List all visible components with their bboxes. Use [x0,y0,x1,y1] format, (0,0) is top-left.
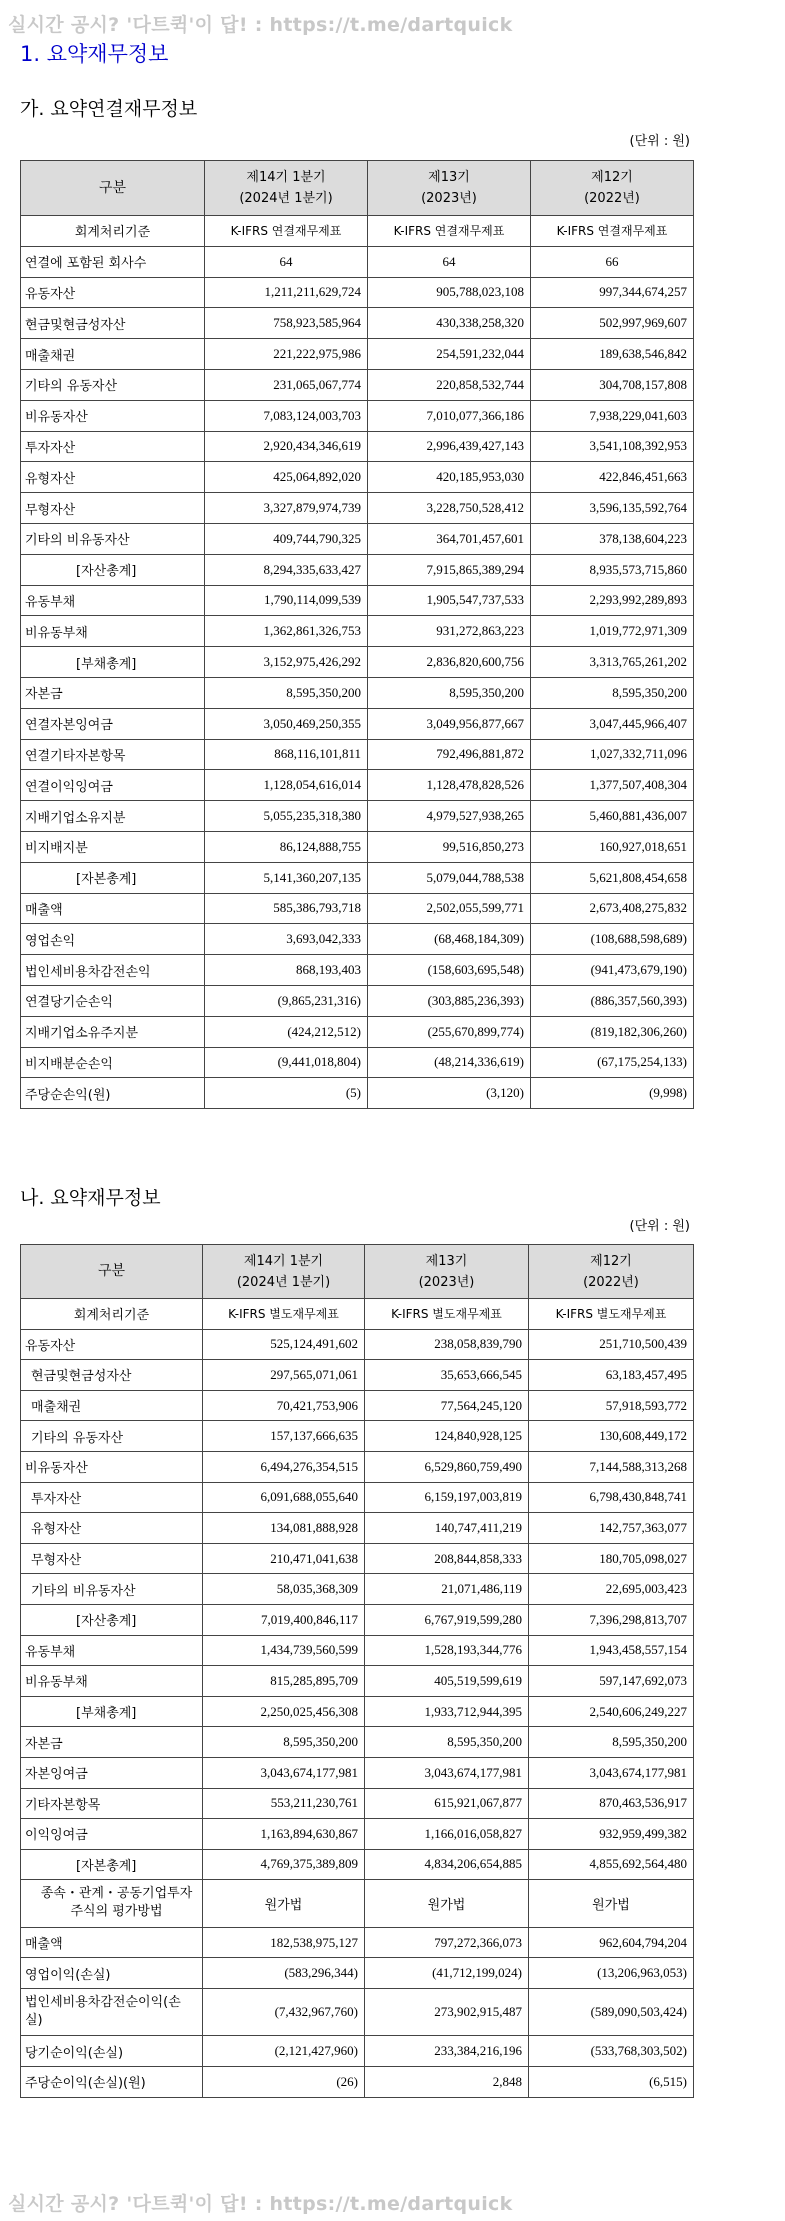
cell-2022: K-IFRS 연결재무제표 [531,216,694,247]
cell-q1-2024: 2,250,025,456,308 [203,1696,365,1727]
table-row [21,2066,694,2097]
table-row [21,831,694,862]
table-row [21,647,694,678]
table-row [21,1666,694,1697]
table-row [21,308,694,339]
cell-2023: (158,603,695,548) [368,955,531,986]
consolidated-table [20,160,694,1109]
cell-2023: 6,159,197,003,819 [365,1482,529,1513]
table-row [21,1757,694,1788]
cell-q1-2024: 758,923,585,964 [205,308,368,339]
cell-q1-2024: 3,043,674,177,981 [203,1757,365,1788]
cell-2023: 6,767,919,599,280 [365,1604,529,1635]
cell-2022: 7,938,229,041,603 [531,400,694,431]
row-label: 투자자산 [21,431,205,462]
row-label: 기타의 비유동자산 [21,523,205,554]
table-row [21,1696,694,1727]
row-label: 비유동자산 [21,400,205,431]
table-row [21,216,694,247]
cell-2023: 254,591,232,044 [368,339,531,370]
table-row [21,1604,694,1635]
header-col-q1-2024: 제14기 1분기 (2024년 1분기) [203,1245,365,1299]
row-label: 지배기업소유지분 [21,801,205,832]
cell-2023: 1,933,712,944,395 [365,1696,529,1727]
table-row [21,277,694,308]
cell-2022: 5,460,881,436,007 [531,801,694,832]
table-row [21,2036,694,2067]
cell-2022: 962,604,794,204 [529,1927,694,1958]
cell-2023: 35,653,666,545 [365,1360,529,1391]
row-label: 유형자산 [21,1513,203,1544]
cell-2022: K-IFRS 별도재무제표 [529,1299,694,1330]
header-label: 구분 [21,161,205,216]
table-row [21,1988,694,2035]
cell-q1-2024: 70,421,753,906 [203,1390,365,1421]
cell-2023: 797,272,366,073 [365,1927,529,1958]
cell-q1-2024: 1,434,739,560,599 [203,1635,365,1666]
cell-2022: (533,768,303,502) [529,2036,694,2067]
cell-q1-2024: 원가법 [203,1880,365,1927]
table-row [21,1849,694,1880]
row-label: 이익잉여금 [21,1819,203,1850]
table-row [21,493,694,524]
cell-q1-2024: 815,285,895,709 [203,1666,365,1697]
cell-2023: 220,858,532,744 [368,369,531,400]
cell-2023: 1,905,547,737,533 [368,585,531,616]
row-label: [자산총계] [21,554,205,585]
cell-q1-2024: K-IFRS 별도재무제표 [203,1299,365,1330]
table-row [21,369,694,400]
row-label: 매출액 [21,893,205,924]
row-label: 주당순이익(손실)(원) [21,2066,203,2097]
cell-2023: 238,058,839,790 [365,1329,529,1360]
cell-q1-2024: (9,441,018,804) [205,1047,368,1078]
table-row [21,1421,694,1452]
cell-q1-2024: 8,595,350,200 [205,677,368,708]
row-label: 연결에 포함된 회사수 [21,246,205,277]
cell-2022: 251,710,500,439 [529,1329,694,1360]
table-row [21,1543,694,1574]
table-row [21,770,694,801]
row-label: [자본총계] [21,1849,203,1880]
table-row [21,1360,694,1391]
cell-2022: 1,943,458,557,154 [529,1635,694,1666]
table-header-row [21,161,694,216]
cell-2023: 5,079,044,788,538 [368,862,531,893]
table-row [21,585,694,616]
table-row [21,677,694,708]
row-label: 유동자산 [21,277,205,308]
row-label: 비지배지분 [21,831,205,862]
cell-2023: 792,496,881,872 [368,739,531,770]
table-row [21,1451,694,1482]
cell-q1-2024: 134,081,888,928 [203,1513,365,1544]
table-row [21,1927,694,1958]
consolidated-heading: 가. 요약연결재무정보 [20,98,198,120]
row-label: 기타자본항목 [21,1788,203,1819]
cell-q1-2024: 6,091,688,055,640 [203,1482,365,1513]
row-label: 회계처리기준 [21,216,205,247]
cell-2023: 99,516,850,273 [368,831,531,862]
row-label: 기타의 유동자산 [21,369,205,400]
cell-q1-2024: 585,386,793,718 [205,893,368,924]
row-label: 매출액 [21,1927,203,1958]
header-col-q1-2024: 제14기 1분기 (2024년 1분기) [205,161,368,216]
cell-2023: 1,528,193,344,776 [365,1635,529,1666]
banner-bottom: 실시간 공시? '다트퀵'이 답! : https://t.me/dartquick [8,2193,513,2215]
banner-top: 실시간 공시? '다트퀵'이 답! : https://t.me/dartquick [8,14,513,36]
row-label: 회계처리기준 [21,1299,203,1330]
header-col-2023: 제13기 (2023년) [368,161,531,216]
cell-2023: 3,049,956,877,667 [368,708,531,739]
row-label: 법인세비용차감전손익 [21,955,205,986]
cell-q1-2024: 8,294,335,633,427 [205,554,368,585]
table-row [21,523,694,554]
cell-2022: 422,846,451,663 [531,462,694,493]
cell-2023: (255,670,899,774) [368,1016,531,1047]
row-label: 연결당기순손익 [21,985,205,1016]
cell-q1-2024: 868,193,403 [205,955,368,986]
cell-q1-2024: 58,035,368,309 [203,1574,365,1605]
cell-2022: 4,855,692,564,480 [529,1849,694,1880]
cell-q1-2024: 1,790,114,099,539 [205,585,368,616]
cell-2022: 7,144,588,313,268 [529,1451,694,1482]
row-label: 비지배분순손익 [21,1047,205,1078]
separate-table [20,1244,694,2098]
cell-2023: 7,915,865,389,294 [368,554,531,585]
cell-2023: 3,043,674,177,981 [365,1757,529,1788]
cell-2023: 4,979,527,938,265 [368,801,531,832]
cell-2023: 905,788,023,108 [368,277,531,308]
cell-2022: 378,138,604,223 [531,523,694,554]
cell-2022: 2,673,408,275,832 [531,893,694,924]
separate-unit: (단위 : 원) [629,1219,690,1234]
cell-q1-2024: 5,055,235,318,380 [205,801,368,832]
table-row [21,862,694,893]
cell-q1-2024: (424,212,512) [205,1016,368,1047]
table-row [21,893,694,924]
table-row [21,462,694,493]
row-label: 투자자산 [21,1482,203,1513]
row-label: 법인세비용차감전순이익(손실) [21,1988,203,2035]
row-label: 연결자본잉여금 [21,708,205,739]
consolidated-unit: (단위 : 원) [629,134,690,149]
table-row [21,1635,694,1666]
row-label: 유동부채 [21,585,205,616]
header-col-2022: 제12기 (2022년) [531,161,694,216]
cell-2023: K-IFRS 별도재무제표 [365,1299,529,1330]
cell-2022: 597,147,692,073 [529,1666,694,1697]
header-col-2023: 제13기 (2023년) [365,1245,529,1299]
cell-2023: 1,166,016,058,827 [365,1819,529,1850]
row-label: 종속・관계・공동기업투자주식의 평가방법 [21,1880,203,1927]
cell-2023: (68,468,184,309) [368,924,531,955]
cell-2022: 189,638,546,842 [531,339,694,370]
cell-q1-2024: 553,211,230,761 [203,1788,365,1819]
cell-q1-2024: 64 [205,246,368,277]
row-label: [부채총계] [21,1696,203,1727]
cell-2022: 1,027,332,711,096 [531,739,694,770]
cell-2022: 2,293,992,289,893 [531,585,694,616]
cell-2022: (9,998) [531,1078,694,1109]
table-row [21,1513,694,1544]
row-label: 유동자산 [21,1329,203,1360]
cell-q1-2024: 221,222,975,986 [205,339,368,370]
table-row [21,246,694,277]
table-row [21,739,694,770]
cell-q1-2024: 525,124,491,602 [203,1329,365,1360]
cell-2022: (819,182,306,260) [531,1016,694,1047]
cell-q1-2024: 425,064,892,020 [205,462,368,493]
page-title: 1. 요약재무정보 [20,42,169,66]
row-label: 비유동부채 [21,1666,203,1697]
cell-2022: 1,377,507,408,304 [531,770,694,801]
row-label: 매출채권 [21,339,205,370]
cell-2023: 7,010,077,366,186 [368,400,531,431]
cell-2022: 130,608,449,172 [529,1421,694,1452]
cell-2023: (303,885,236,393) [368,985,531,1016]
row-label: 유형자산 [21,462,205,493]
header-col-2022: 제12기 (2022년) [529,1245,694,1299]
table-row [21,554,694,585]
table-row [21,400,694,431]
row-label: 자본금 [21,1727,203,1758]
cell-2022: 66 [531,246,694,277]
cell-q1-2024: 157,137,666,635 [203,1421,365,1452]
cell-q1-2024: 7,019,400,846,117 [203,1604,365,1635]
cell-2022: (589,090,503,424) [529,1988,694,2035]
cell-q1-2024: 182,538,975,127 [203,1927,365,1958]
cell-q1-2024: (2,121,427,960) [203,2036,365,2067]
cell-2023: 2,836,820,600,756 [368,647,531,678]
table-row [21,924,694,955]
row-label: 유동부채 [21,1635,203,1666]
row-label: 당기순이익(손실) [21,2036,203,2067]
cell-2022: (67,175,254,133) [531,1047,694,1078]
table-row [21,708,694,739]
cell-q1-2024: 210,471,041,638 [203,1543,365,1574]
row-label: 기타의 유동자산 [21,1421,203,1452]
cell-q1-2024: 409,744,790,325 [205,523,368,554]
cell-2023: 4,834,206,654,885 [365,1849,529,1880]
cell-q1-2024: 3,152,975,426,292 [205,647,368,678]
cell-q1-2024: 4,769,375,389,809 [203,1849,365,1880]
table-row [21,431,694,462]
row-label: 연결기타자본항목 [21,739,205,770]
cell-q1-2024: 231,065,067,774 [205,369,368,400]
cell-q1-2024: 3,693,042,333 [205,924,368,955]
cell-2022: 932,959,499,382 [529,1819,694,1850]
cell-2022: 8,935,573,715,860 [531,554,694,585]
cell-q1-2024: (9,865,231,316) [205,985,368,1016]
table-row [21,801,694,832]
cell-2023: 430,338,258,320 [368,308,531,339]
cell-2022: 6,798,430,848,741 [529,1482,694,1513]
cell-2022: 997,344,674,257 [531,277,694,308]
cell-2023: 2,502,055,599,771 [368,893,531,924]
table-row [21,1727,694,1758]
separate-heading: 나. 요약재무정보 [20,1187,161,1209]
cell-2023: 77,564,245,120 [365,1390,529,1421]
cell-2023: 64 [368,246,531,277]
table-row [21,1788,694,1819]
cell-q1-2024: 7,083,124,003,703 [205,400,368,431]
cell-2023: 2,848 [365,2066,529,2097]
cell-2023: 8,595,350,200 [365,1727,529,1758]
row-label: 비유동자산 [21,1451,203,1482]
row-label: 무형자산 [21,493,205,524]
cell-2022: 160,927,018,651 [531,831,694,862]
table-row [21,616,694,647]
cell-2022: 3,313,765,261,202 [531,647,694,678]
cell-2022: 원가법 [529,1880,694,1927]
cell-2022: 180,705,098,027 [529,1543,694,1574]
cell-q1-2024: (5) [205,1078,368,1109]
row-label: 영업손익 [21,924,205,955]
cell-2022: 57,918,593,772 [529,1390,694,1421]
cell-2023: 420,185,953,030 [368,462,531,493]
cell-2022: 8,595,350,200 [529,1727,694,1758]
cell-2022: 3,596,135,592,764 [531,493,694,524]
row-label: 매출채권 [21,1390,203,1421]
table-row [21,1880,694,1927]
cell-2022: 8,595,350,200 [531,677,694,708]
cell-2022: 142,757,363,077 [529,1513,694,1544]
table-row [21,1078,694,1109]
cell-2023: (48,214,336,619) [368,1047,531,1078]
cell-2023: 273,902,915,487 [365,1988,529,2035]
cell-2022: (108,688,598,689) [531,924,694,955]
table-row [21,1299,694,1330]
cell-q1-2024: (26) [203,2066,365,2097]
table-row [21,1329,694,1360]
row-label: 기타의 비유동자산 [21,1574,203,1605]
cell-2022: 63,183,457,495 [529,1360,694,1391]
row-label: [부채총계] [21,647,205,678]
cell-2022: 5,621,808,454,658 [531,862,694,893]
table-row [21,1958,694,1989]
cell-2023: 233,384,216,196 [365,2036,529,2067]
cell-q1-2024: 1,128,054,616,014 [205,770,368,801]
row-label: 자본금 [21,677,205,708]
cell-2022: 22,695,003,423 [529,1574,694,1605]
cell-2023: (3,120) [368,1078,531,1109]
table-row [21,1574,694,1605]
cell-2023: 21,071,486,119 [365,1574,529,1605]
cell-q1-2024: (583,296,344) [203,1958,365,1989]
cell-2022: (886,357,560,393) [531,985,694,1016]
cell-q1-2024: 6,494,276,354,515 [203,1451,365,1482]
row-label: 연결이익잉여금 [21,770,205,801]
table-row [21,955,694,986]
cell-q1-2024: 3,050,469,250,355 [205,708,368,739]
header-label: 구분 [21,1245,203,1299]
cell-2023: 원가법 [365,1880,529,1927]
cell-2023: K-IFRS 연결재무제표 [368,216,531,247]
cell-q1-2024: 297,565,071,061 [203,1360,365,1391]
table-row [21,339,694,370]
cell-2023: 124,840,928,125 [365,1421,529,1452]
row-label: 자본잉여금 [21,1757,203,1788]
cell-q1-2024: 1,362,861,326,753 [205,616,368,647]
cell-2022: (6,515) [529,2066,694,2097]
table-row [21,1819,694,1850]
cell-q1-2024: 86,124,888,755 [205,831,368,862]
cell-q1-2024: 1,211,211,629,724 [205,277,368,308]
row-label: 주당순손익(원) [21,1078,205,1109]
row-label: 현금및현금성자산 [21,308,205,339]
table-header-row [21,1245,694,1299]
cell-2023: 8,595,350,200 [368,677,531,708]
table-row [21,1047,694,1078]
table-row [21,1016,694,1047]
cell-2022: 7,396,298,813,707 [529,1604,694,1635]
cell-2022: 3,541,108,392,953 [531,431,694,462]
cell-2022: 304,708,157,808 [531,369,694,400]
cell-2022: (941,473,679,190) [531,955,694,986]
cell-2023: 208,844,858,333 [365,1543,529,1574]
row-label: 현금및현금성자산 [21,1360,203,1391]
cell-q1-2024: 1,163,894,630,867 [203,1819,365,1850]
cell-2022: 502,997,969,607 [531,308,694,339]
cell-q1-2024: 3,327,879,974,739 [205,493,368,524]
table-row [21,1482,694,1513]
cell-2023: 1,128,478,828,526 [368,770,531,801]
cell-2023: 405,519,599,619 [365,1666,529,1697]
row-label: 영업이익(손실) [21,1958,203,1989]
cell-2023: 6,529,860,759,490 [365,1451,529,1482]
cell-2022: 1,019,772,971,309 [531,616,694,647]
cell-q1-2024: (7,432,967,760) [203,1988,365,2035]
row-label: 지배기업소유주지분 [21,1016,205,1047]
cell-2022: 870,463,536,917 [529,1788,694,1819]
cell-2022: 3,043,674,177,981 [529,1757,694,1788]
table-row [21,1390,694,1421]
cell-2022: (13,206,963,053) [529,1958,694,1989]
row-label: [자산총계] [21,1604,203,1635]
cell-2023: 2,996,439,427,143 [368,431,531,462]
cell-2023: (41,712,199,024) [365,1958,529,1989]
cell-q1-2024: K-IFRS 연결재무제표 [205,216,368,247]
cell-2023: 615,921,067,877 [365,1788,529,1819]
cell-q1-2024: 5,141,360,207,135 [205,862,368,893]
row-label: 무형자산 [21,1543,203,1574]
cell-2023: 931,272,863,223 [368,616,531,647]
cell-2023: 3,228,750,528,412 [368,493,531,524]
cell-2022: 2,540,606,249,227 [529,1696,694,1727]
cell-2022: 3,047,445,966,407 [531,708,694,739]
cell-q1-2024: 2,920,434,346,619 [205,431,368,462]
table-row [21,985,694,1016]
cell-2023: 140,747,411,219 [365,1513,529,1544]
row-label: [자본총계] [21,862,205,893]
cell-q1-2024: 8,595,350,200 [203,1727,365,1758]
cell-2023: 364,701,457,601 [368,523,531,554]
row-label: 비유동부채 [21,616,205,647]
cell-q1-2024: 868,116,101,811 [205,739,368,770]
